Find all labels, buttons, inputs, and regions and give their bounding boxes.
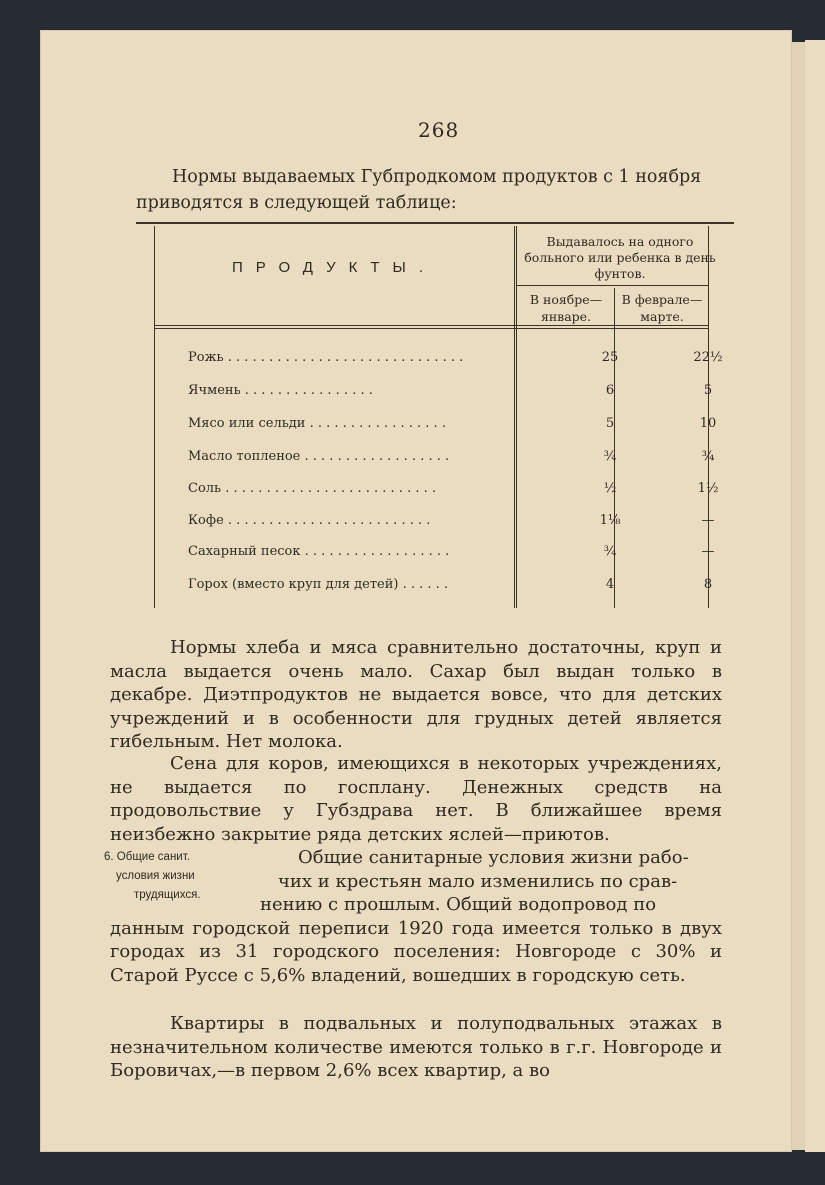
paragraph-text: Нормы хлеба и мяса сравнительно достаточны, круп и масла выдается очень мало. Сахар был выдан только в декабре. Диэтпродуктов не выдается вовсе, что для детских учреждений и в особенности для грудных детей является гибельным. Нет молока.	[110, 637, 722, 752]
row-value-feb-mar: 1½	[697, 481, 719, 496]
table-row	[188, 416, 728, 440]
row-value-feb-mar: —	[701, 544, 715, 559]
adjacent-page	[805, 40, 825, 1152]
row-product: Горох (вместо круп для детей) . . . . . .	[188, 577, 449, 592]
header-products: ПРОДУКТЫ.	[232, 259, 436, 276]
paragraph-text: Сена для коров, имеющихся в некоторых учреждениях, не выдается по госплану. Денежных средств на продовольствие у Губздрава нет. В ближайшее время неизбежно закрытие ряда детских яслей—приютов.	[110, 753, 722, 845]
row-value-nov-jan: ½	[603, 481, 617, 496]
row-product: Мясо или сельди . . . . . . . . . . . . . . . . .	[188, 416, 446, 431]
table-row	[188, 383, 728, 407]
row-value-nov-jan: 4	[605, 577, 615, 592]
row-value-feb-mar: 8	[703, 577, 713, 592]
row-product: Ячмень . . . . . . . . . . . . . . . .	[188, 383, 373, 398]
paragraph-text: данным городской переписи 1920 года имеется только в двух городах из 31 городского поселения: Новгороде с 30% и Старой Руссе с 5,6% владений, вошедших в городскую сеть.	[110, 917, 722, 986]
row-value-nov-jan: ¾	[603, 449, 617, 464]
row-product: Рожь . . . . . . . . . . . . . . . . . . . . . . . . . . . . .	[188, 350, 464, 365]
row-value-feb-mar: 22½	[693, 350, 723, 365]
table-top-rule	[136, 222, 734, 224]
paragraph-food-norms	[110, 636, 722, 754]
row-value-feb-mar: ¾	[701, 449, 715, 464]
margin-note-line-3: трудящихся.	[134, 889, 201, 901]
intro-line-2: приводятся в следующей таблице:	[136, 193, 457, 213]
row-value-nov-jan: 6	[605, 383, 615, 398]
table-left-border	[154, 226, 155, 608]
row-product: Кофе . . . . . . . . . . . . . . . . . . . . . . . . .	[188, 513, 431, 528]
table-row	[188, 513, 728, 537]
paragraph-line: нению с прошлым. Общий водопровод по	[260, 894, 657, 915]
table-row	[188, 449, 728, 473]
table-row	[188, 577, 728, 601]
paragraph-text: Квартиры в подвальных и полуподвальных этажах в незначительном количестве имеются только в г.г. Новгороде и Боровичах,—в первом 2,6% всех квартир, а во	[110, 1013, 722, 1081]
paragraph-basement-apartments	[110, 1012, 722, 1083]
row-value-nov-jan: 1⅛	[599, 513, 621, 528]
table-subheader-rule	[516, 285, 708, 286]
margin-note-line-2: условия жизни	[116, 870, 195, 882]
row-value-nov-jan: ¾	[603, 544, 617, 559]
row-value-nov-jan: 5	[605, 416, 615, 431]
table-row	[188, 544, 728, 568]
row-product: Сахарный песок . . . . . . . . . . . . . . . . . .	[188, 544, 450, 559]
row-value-nov-jan: 25	[601, 350, 619, 365]
table-header-rule-double	[154, 328, 709, 329]
table-row	[188, 481, 728, 505]
intro-line-1: Нормы выдаваемых Губпродкомом продуктов с 1 ноября	[172, 167, 702, 187]
paragraph-line: чих и крестьян мало изменились по срав-	[278, 870, 678, 892]
row-value-feb-mar: —	[701, 513, 715, 528]
norms-table	[136, 222, 736, 612]
row-product: Масло топленое . . . . . . . . . . . . . . . . . .	[188, 449, 450, 464]
paragraph-sanitary-conditions	[110, 846, 722, 987]
row-value-feb-mar: 5	[703, 383, 713, 398]
intro-text	[136, 164, 736, 216]
table-row	[188, 350, 728, 374]
table-header-rule	[154, 325, 709, 326]
subheader-nov-jan: В ноябре— январе.	[529, 292, 603, 324]
paragraph-hay-funds	[110, 752, 722, 846]
paragraph-line: Общие санитарные условия жизни рабо-	[298, 847, 689, 868]
row-value-feb-mar: 10	[699, 416, 717, 431]
row-product: Соль . . . . . . . . . . . . . . . . . . . . . . . . . .	[188, 481, 436, 496]
header-group: Выдавалось на одного больного или ребенка в день фунтов.	[524, 234, 716, 281]
subheader-feb-mar: В феврале— марте.	[621, 292, 703, 324]
margin-note-line-1: 6. Общие санит.	[104, 851, 190, 863]
page-number: 268	[418, 118, 460, 142]
